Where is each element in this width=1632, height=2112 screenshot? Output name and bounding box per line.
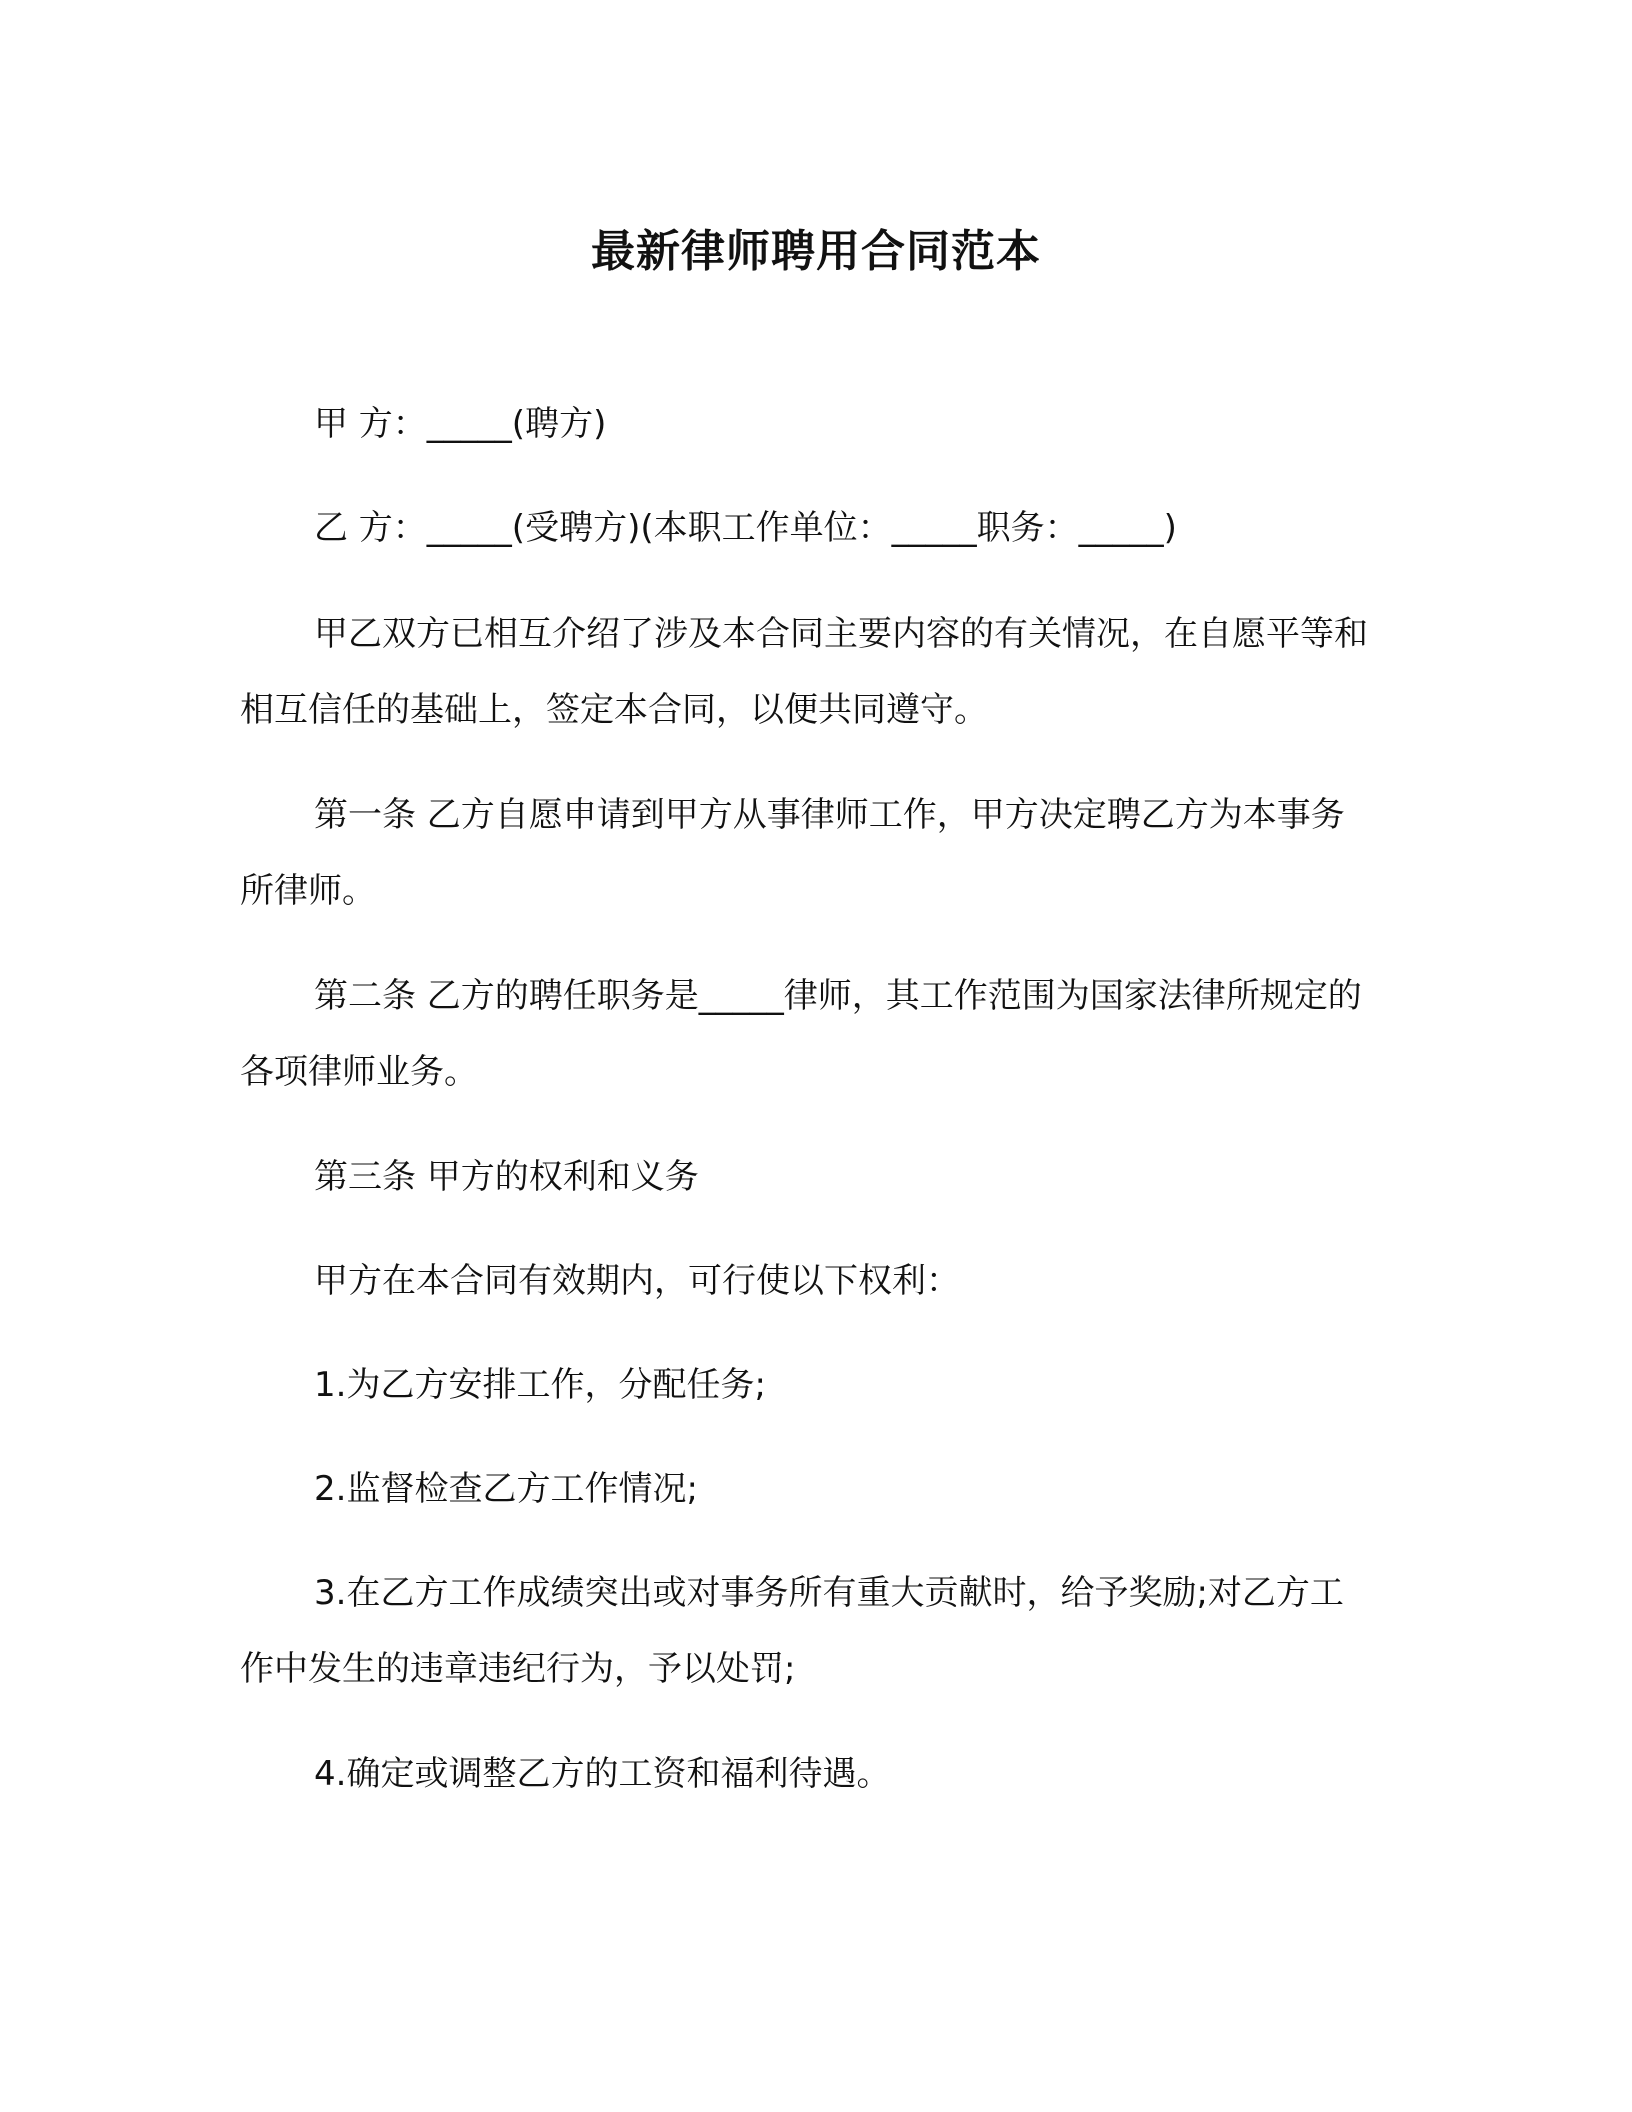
rights-item-2: 2.监督检查乙方工作情况; <box>314 1469 698 1509</box>
article-3-heading: 第三条 甲方的权利和义务 <box>314 1157 699 1197</box>
preamble-paragraph: 甲乙双方已相互介绍了涉及本合同主要内容的有关情况，在自愿平等和相互信任的基础上，签定本合同，以便共同遵守。 <box>240 614 1368 730</box>
party-a-line: 甲 方：_____(聘方) <box>314 404 607 444</box>
article-2-paragraph: 第二条 乙方的聘任职务是_____律师，其工作范围为国家法律所规定的各项律师业务。 <box>240 976 1362 1092</box>
article-1-paragraph: 第一条 乙方自愿申请到甲方从事律师工作，甲方决定聘乙方为本事务所律师。 <box>240 795 1345 911</box>
party-b-line: 乙 方：_____(受聘方)(本职工作单位：_____职务：_____) <box>314 508 1177 548</box>
rights-item-3: 3.在乙方工作成绩突出或对事务所有重大贡献时，给予奖励;对乙方工作中发生的违章违纪行为，予以处罚; <box>240 1573 1344 1689</box>
document-title: 最新律师聘用合同范本 <box>591 226 1041 277</box>
rights-item-4: 4.确定或调整乙方的工资和福利待遇。 <box>314 1754 891 1794</box>
rights-item-1: 1.为乙方安排工作，分配任务; <box>314 1365 766 1405</box>
party-a-rights-intro: 甲方在本合同有效期内，可行使以下权利： <box>314 1261 960 1301</box>
